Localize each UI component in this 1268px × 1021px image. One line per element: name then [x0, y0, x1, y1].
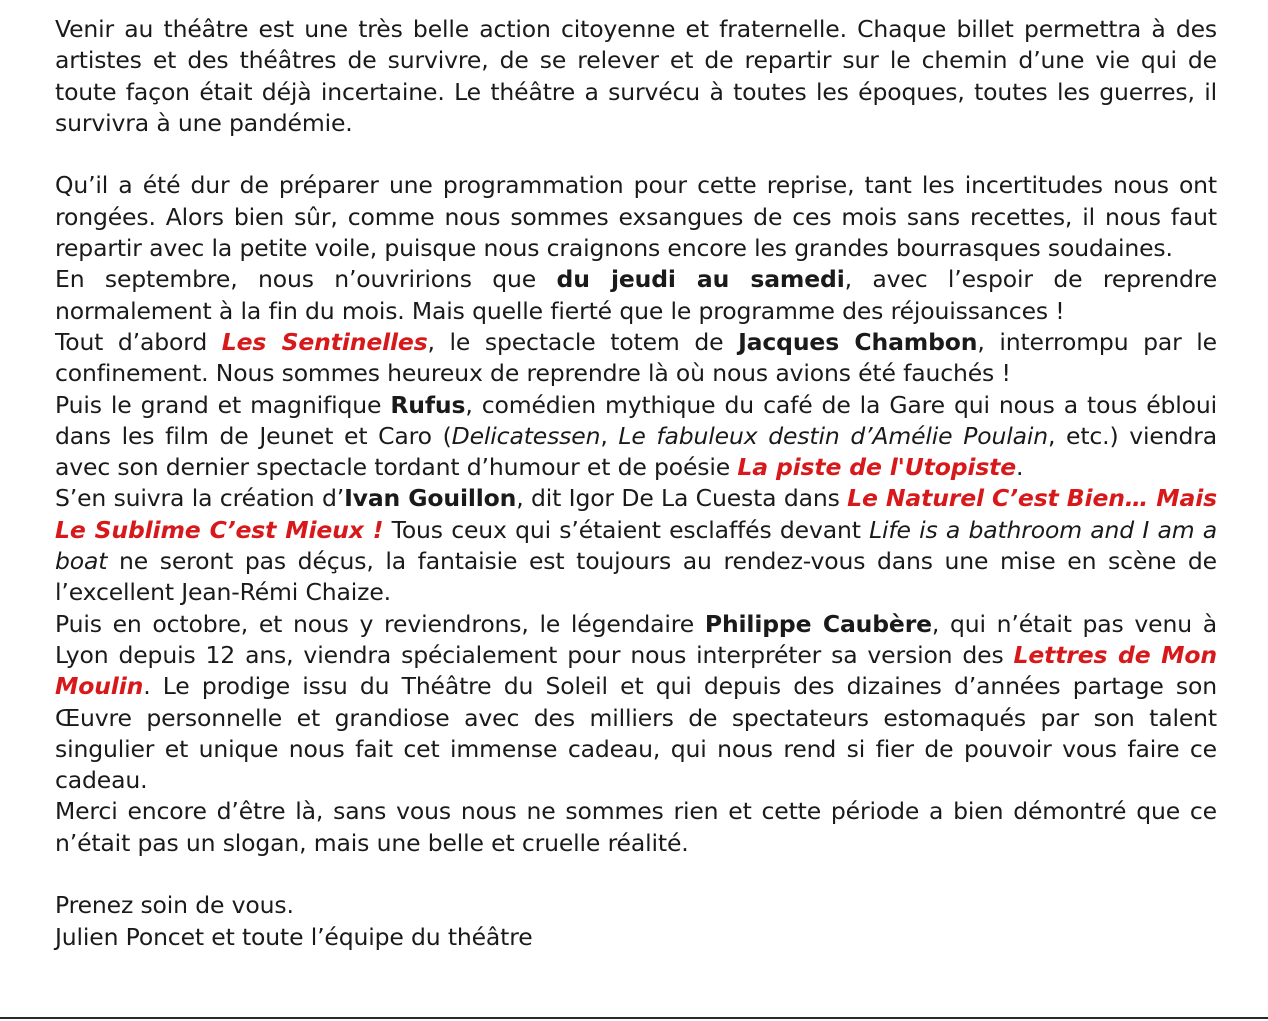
text-segment: En septembre, nous n’ouvririons que [55, 265, 557, 294]
film-title-delicatessen: Delicatessen [451, 421, 601, 450]
paragraph-september [55, 264, 1217, 327]
text-segment: , [600, 421, 619, 450]
text-segment: , etc.) viendra avec son dernier spectacle tordant d’humour et de poésie [55, 421, 1217, 482]
text-segment: , dit Igor De La Cuesta dans [516, 484, 848, 513]
paragraph-rufus [55, 390, 1217, 484]
text-segment: S’en suivra la création d’ [55, 484, 345, 513]
bottom-divider [0, 1017, 1268, 1019]
text-segment: Puis le grand et magnifique [55, 390, 391, 419]
artist-name-caubere: Philippe Caubère [704, 609, 932, 638]
letter-body [55, 14, 1217, 953]
film-title-amelie: Le fabuleux destin d’Amélie Poulain [618, 421, 1048, 450]
paragraph-caubere [55, 609, 1217, 797]
signoff-line-2: Julien Poncet et toute l’équipe du théâtre [55, 922, 533, 951]
show-title-utopiste: La piste de l'Utopiste [737, 453, 1017, 482]
text-segment: , avec l’espoir de reprendre normalement à la fin du mois. Mais quelle fierté que le programme des réjouissances ! [55, 265, 1218, 325]
opening-days: du jeudi au samedi [556, 265, 845, 294]
text-segment: . Le prodige issu du Théâtre du Soleil et qui depuis des dizaines d’années partage son Œuvre personnelle et grandiose avec des milliers de spectateurs estomaqués par son talent singulier et unique nous fait cet immense cadeau, qui nous rend si fier de pouvoir vous faire ce cadeau. [55, 672, 1217, 795]
paragraph-gouillon [55, 483, 1217, 608]
signoff-line-1: Prenez soin de vous. [55, 891, 294, 920]
artist-name-gouillon: Ivan Gouillon [344, 484, 517, 513]
show-reference-bathroom: Life is a bathroom and I am a boat [55, 515, 1217, 576]
artist-name-chambon: Jacques Chambon [738, 327, 978, 356]
paragraph-intro [55, 14, 1217, 139]
paragraph-thanks-text: Merci encore d’être là, sans vous nous ne sommes rien et cette période a bien démontré que ce n’était pas un slogan, mais une belle et cruelle réalité. [55, 797, 1217, 857]
text-segment: ne seront pas déçus, la fantaisie est toujours au rendez-vous dans une mise en scène de l’excellent Jean-Rémi Chaize. [55, 547, 1217, 607]
text-segment: , interrompu par le confinement. Nous sommes heureux de reprendre là où nous avions été fauchés ! [55, 327, 1217, 388]
paragraph-sentinelles [55, 327, 1217, 390]
show-title-lettres: Lettres de Mon Moulin [55, 640, 1217, 701]
text-segment: . [1016, 453, 1024, 482]
text-segment: , le spectacle totem de [427, 327, 739, 356]
paragraph-programming [55, 170, 1217, 264]
artist-name-rufus: Rufus [390, 390, 466, 419]
text-segment: , comédien mythique du café de la Gare qui nous a tous ébloui dans les film de Jeunet et Caro ( [55, 390, 1218, 450]
text-segment: Tous ceux qui s’étaient esclaffés devant [383, 515, 870, 544]
show-title-naturel: Le Naturel C’est Bien… Mais Le Sublime C’est Mieux ! [55, 484, 1217, 544]
text-segment: Tout d’abord [55, 327, 222, 356]
paragraph-programming-text: Qu’il a été dur de préparer une programmation pour cette reprise, tant les incertitudes nous ont rongées. Alors bien sûr, comme nous sommes exsangues de ces mois sans recettes, il nous faut repartir avec la petite voile, puisque nous craignons encore les grandes bourrasques soudaines. [55, 171, 1217, 263]
paragraph-gap [55, 139, 1217, 170]
text-segment: Puis en octobre, et nous y reviendrons, le légendaire [55, 609, 705, 638]
paragraph-intro-text: Venir au théâtre est une très belle action citoyenne et fraternelle. Chaque billet permettra à des artistes et des théâtres de survivre, de se relever et de repartir sur le chemin d’une vie qui de toute façon était déjà incertaine. Le théâtre a survécu à toutes les époques, toutes les guerres, il survivra à une pandémie. [55, 15, 1217, 137]
paragraph-gap [55, 859, 1217, 890]
paragraph-thanks [55, 796, 1217, 859]
show-title-sentinelles: Les Sentinelles [221, 327, 428, 356]
text-segment: , qui n’était pas venu à Lyon depuis 12 ans, viendra spécialement pour nous interpréter sa version des [55, 609, 1217, 669]
